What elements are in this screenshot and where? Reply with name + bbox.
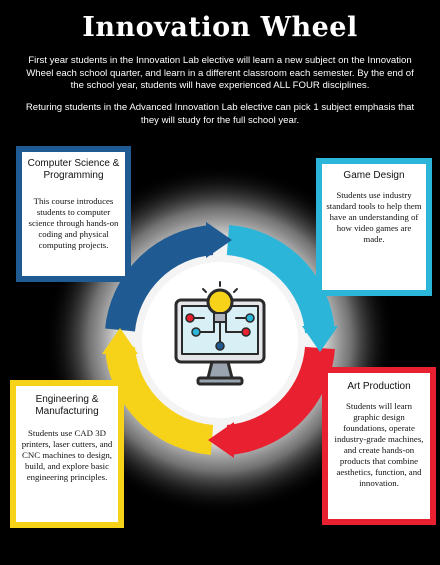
page-title: Innovation Wheel bbox=[82, 12, 358, 43]
art-production-description: Students will learn graphic design foundations, operate industry-grade machines, and create hands-on products that combine aesthetics, function, and innovation. bbox=[334, 401, 424, 488]
game-design-card bbox=[322, 164, 426, 290]
art-production-card bbox=[328, 373, 430, 519]
computer-science-title: Computer Science & Programming bbox=[27, 158, 120, 181]
intro-paragraph-returning: Returing students in the Advanced Innovation Lab elective can pick 1 subject emphasis that they will study for the full school year. bbox=[25, 102, 415, 126]
game-design-description: Students use industry standard tools to help them have an understanding of how video games are made. bbox=[326, 190, 422, 244]
intro-paragraph-first-year: First year students in the Innovation Lab elective will learn a new subject on the Innovation Wheel each school quarter, and learn in a different classroom each semester. By the end of the school year, students will have experienced ALL FOUR disciplines. bbox=[26, 55, 414, 91]
game-design-title: Game Design bbox=[343, 170, 405, 181]
computer-science-description: This course introduces students to computer science through hands-on coding and physical computing projects. bbox=[28, 196, 119, 250]
art-production-title: Art Production bbox=[347, 381, 411, 392]
computer-science-card bbox=[22, 152, 125, 276]
engineering-card bbox=[16, 386, 118, 522]
engineering-description: Students use CAD 3D printers, laser cutters, and CNC machines to design, build, and explore basic engineering principles. bbox=[21, 428, 113, 482]
engineering-title: Engineering & Manufacturing bbox=[35, 394, 99, 417]
